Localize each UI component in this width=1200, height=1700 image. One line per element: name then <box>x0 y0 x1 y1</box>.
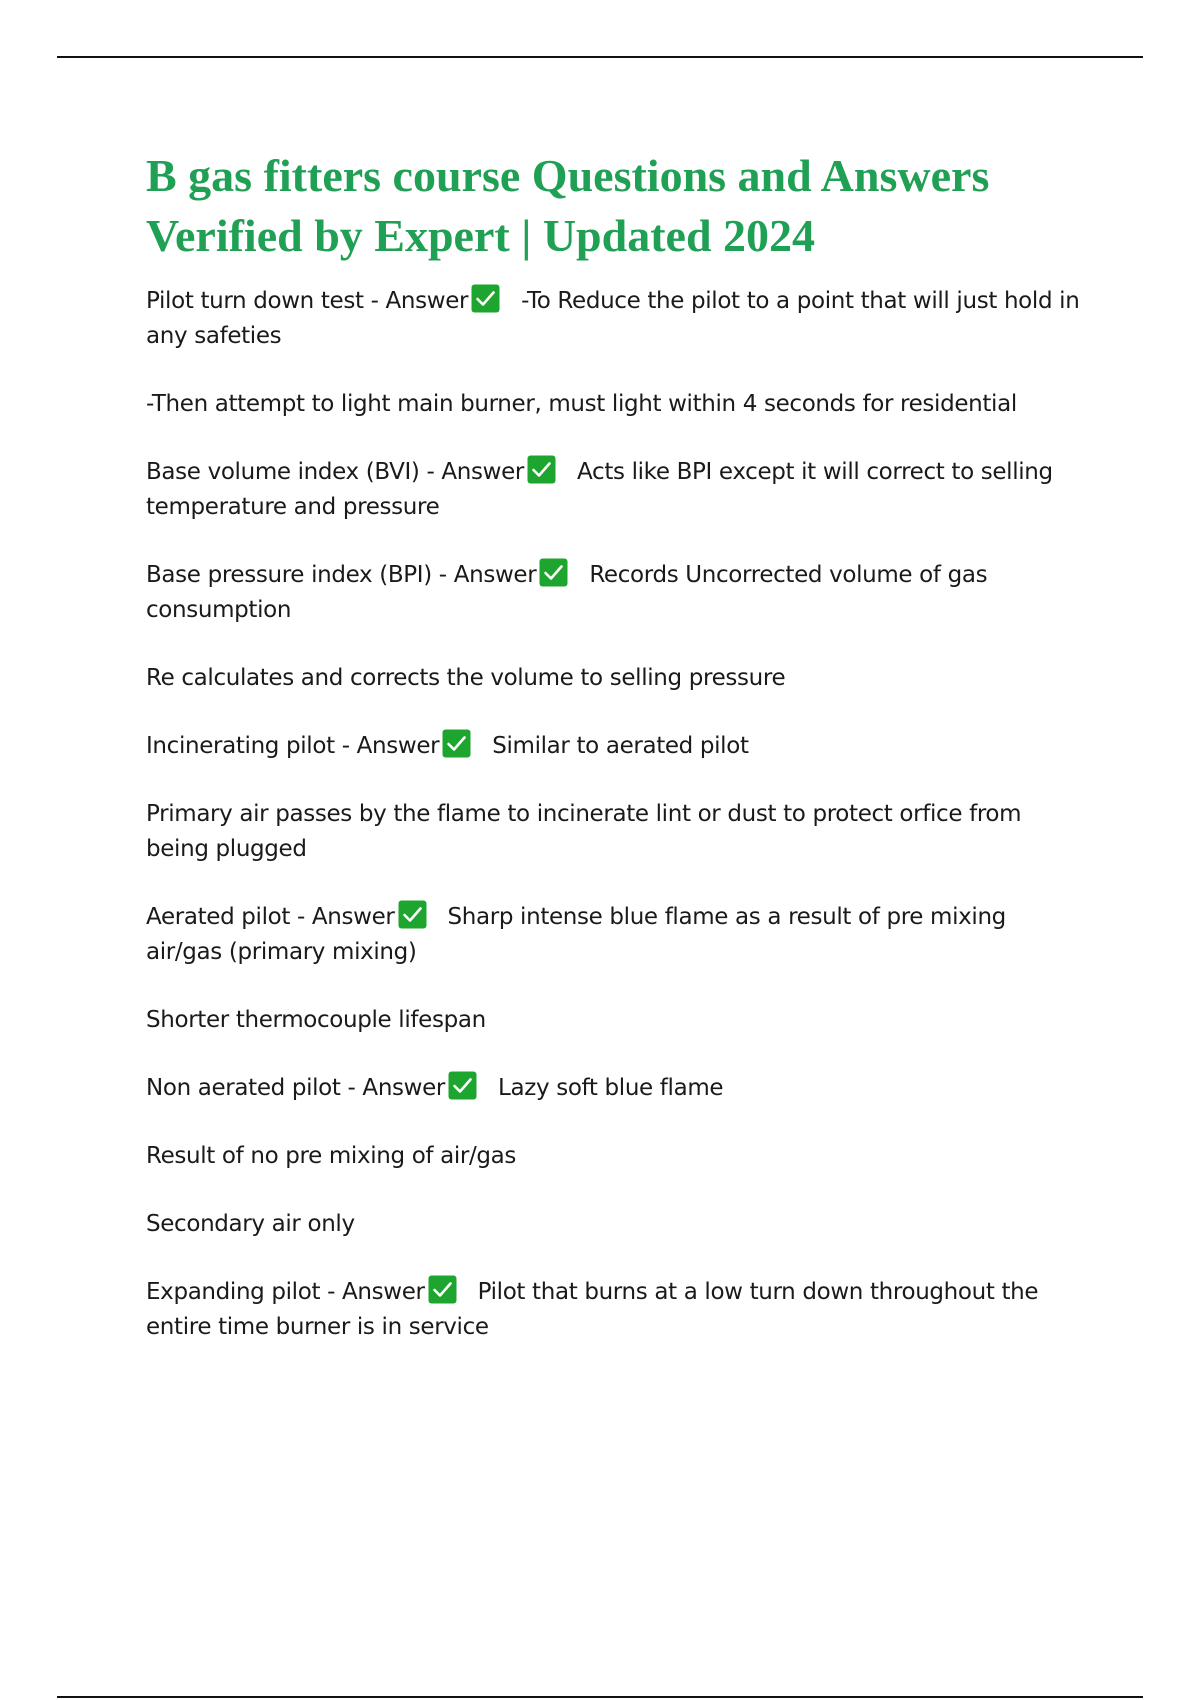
question-text: Base pressure index (BPI) - Answer <box>146 562 537 588</box>
note-paragraph: Primary air passes by the flame to incinerate lint or dust to protect orfice from being plugged <box>146 801 1022 862</box>
question-text: Expanding pilot - Answer <box>146 1279 425 1305</box>
title-line-1: B gas fitters course Questions and Answers <box>146 150 990 201</box>
check-mark-icon <box>442 729 471 758</box>
answer-text: Acts like BPI except it will correct to selling temperature and pressure <box>146 459 1053 520</box>
question-text: Non aerated pilot - Answer <box>146 1075 446 1101</box>
answer-text: -To Reduce the pilot to a point that will just hold in any safeties <box>146 288 1080 349</box>
qa-content <box>146 284 1086 1378</box>
question-text: Incinerating pilot - Answer <box>146 733 440 759</box>
check-mark-icon <box>539 558 568 587</box>
check-mark-icon <box>428 1275 457 1304</box>
note-paragraph: Shorter thermocouple lifespan <box>146 1007 486 1033</box>
note-paragraph: Result of no pre mixing of air/gas <box>146 1143 517 1169</box>
qa-entry <box>146 284 1086 354</box>
check-mark-icon <box>471 284 500 313</box>
question-text: Base volume index (BVI) - Answer <box>146 459 525 485</box>
note-paragraph: -Then attempt to light main burner, must light within 4 seconds for residential <box>146 391 1017 417</box>
answer-text: Lazy soft blue flame <box>498 1075 724 1101</box>
check-mark-icon <box>448 1071 477 1100</box>
question-text: Aerated pilot - Answer <box>146 904 395 930</box>
note-paragraph: Re calculates and corrects the volume to selling pressure <box>146 665 786 691</box>
question-text: Pilot turn down test - Answer <box>146 288 469 314</box>
check-mark-icon <box>527 455 556 484</box>
answer-text: Sharp intense blue flame as a result of pre mixing air/gas (primary mixing) <box>146 904 1006 965</box>
page-title <box>146 146 1106 266</box>
qa-entry <box>146 1071 1086 1106</box>
answer-text: Pilot that burns at a low turn down throughout the entire time burner is in service <box>146 1279 1039 1340</box>
top-rule <box>57 56 1143 58</box>
answer-text: Similar to aerated pilot <box>492 733 749 759</box>
title-line-2: Verified by Expert | Updated 2024 <box>146 210 816 261</box>
qa-entry <box>146 1275 1086 1345</box>
check-mark-icon <box>398 900 427 929</box>
qa-entry <box>146 900 1086 970</box>
answer-text: Records Uncorrected volume of gas consumption <box>146 562 988 623</box>
note-paragraph: Secondary air only <box>146 1211 355 1237</box>
bottom-rule <box>57 1696 1143 1698</box>
qa-entry <box>146 455 1086 525</box>
qa-entry <box>146 558 1086 628</box>
qa-entry <box>146 729 1086 764</box>
